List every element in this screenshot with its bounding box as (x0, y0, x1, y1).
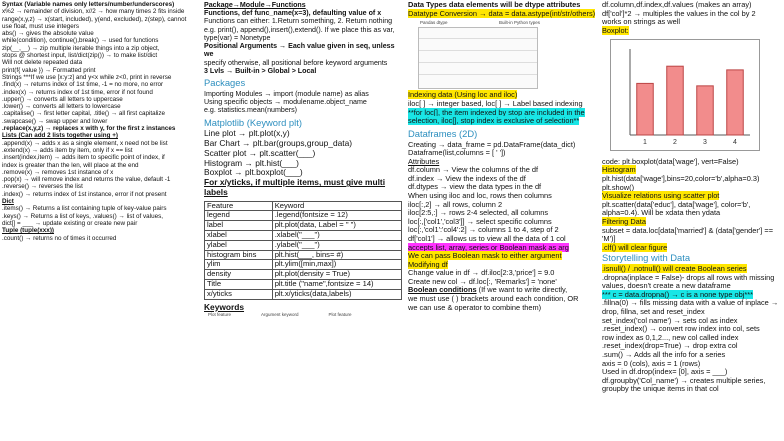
text-line: .pop(x) → will remove index and returns the value, default -1 (2, 176, 171, 184)
text-line: .reset_index(drop=True) → drop extra col (602, 341, 738, 351)
text-line: Modifying df (408, 259, 448, 269)
text-line: iloc[:,2] → all rows, column 2 (408, 199, 503, 209)
text-line: stops @ shortest input, list/dict(zip()) → to make list/dict (2, 52, 158, 60)
lists-heading: Lists (Can add 2 lists together using +) (2, 132, 118, 140)
text-line: Boxplot → plt.boxplot(___) (204, 167, 303, 178)
table-cell: .ylabel("___") (272, 240, 401, 250)
dict-heading: Dict (2, 198, 14, 206)
keywords-snippet (208, 312, 402, 317)
example-chart (610, 39, 760, 151)
text-line: code: plt.boxplot(data['wage'], vert=False) (602, 156, 739, 166)
text-line: x%2 → remainder of division, x//2 → how many times 2 fits inside (2, 8, 185, 16)
table-row (205, 289, 402, 299)
text-line: .sum() → Adds all the info for a series (602, 349, 726, 359)
table-cell: label (205, 221, 273, 231)
table-cell: xlabel (205, 231, 273, 241)
packages-title: Packages (204, 76, 246, 88)
table-cell: x/yticks (205, 289, 273, 299)
text-line: Filtering Data (602, 216, 646, 226)
text-line: plt.show() (602, 182, 635, 192)
text-line: df.dtypes → view the data types in the df (408, 182, 542, 192)
column-functions-plotting (202, 0, 404, 441)
text-line: .fillna(0) → fills missing data with a value of inplace → drop, fillna, set and reset_index (602, 298, 779, 317)
text-line: Used in df.drop(index= [0], axis = ___) (602, 367, 728, 377)
x-tick-label: 3 (703, 139, 707, 147)
text-line: axis = 0 (cols), axis = 1 (rows) (602, 358, 701, 368)
text-line: Will not delete repeated data (2, 59, 83, 67)
text-line: iloc[ ] → integer based, loc[ ] → Label based indexing (408, 98, 583, 108)
strings-heading: Strings ***If we use [x:y:z] and y<x while z<0, print in reverse (2, 73, 172, 81)
column-analysis (600, 0, 784, 441)
text-line: plt.scatter(data['educ'], data['wage'], color='b', alpha=0.4). Will be xdata then ydata (602, 199, 751, 218)
table-header: Keyword (272, 201, 401, 211)
text-line: Creating → data_frame = pd.DataFrame(data_dict) (408, 139, 576, 149)
text-line: For x/yticks, if multiple items, must give multi labels (204, 177, 386, 197)
text-line: works on strings as well (602, 17, 681, 27)
text-line: df.index → View the indexs of the df (408, 173, 526, 183)
text-line: .swapcase() → swap upper and lower (2, 117, 108, 125)
text-line: iloc[2:5,:] → rows 2-4 selected, all columns (408, 208, 549, 218)
table-cell: plt.plot(density = True) (272, 270, 401, 280)
text-line: .items() → Returns a list containing tuple of key-value pairs (2, 205, 167, 213)
chart-bar (637, 84, 654, 136)
snippet-text: Argument keyword (261, 312, 299, 318)
text-line: **for loc[], the item indexed by stop are included in the (408, 107, 585, 117)
table-row (205, 231, 402, 241)
text-line: Importing Modules → import (module name) as alias (204, 89, 369, 98)
chart-bar (697, 86, 714, 135)
text-line: .replace(x,y,z) → replaces x with y, for the first z instances (2, 125, 176, 133)
table-cell: plt.ylim([min,max]) (272, 260, 401, 270)
attributes-heading: Attributes (408, 156, 440, 166)
chart-bar (667, 67, 684, 136)
x-tick-label: 1 (643, 139, 647, 147)
text-line: abs() → gives the absolute value (2, 30, 94, 38)
table-cell: ylabel (205, 240, 273, 250)
text-line: .index(x) → returns index of 1st time, error if not found (2, 88, 153, 96)
keywords-title: Keywords (204, 301, 245, 312)
text-line: .lower() → converts all letters to lowercase (2, 103, 121, 111)
storytelling-title: Storytelling with Data (602, 252, 691, 264)
table-header: Feature (205, 201, 273, 211)
text-line: .index() → returns index of 1st instance, error if not present (2, 190, 167, 198)
column-python-basics (0, 0, 200, 441)
text-line: .capitalise() → first letter capital, .title() → all first capitalize (2, 110, 166, 118)
text-line: accepts list, array, series or Boolean mask as arg (408, 242, 569, 252)
text-line: row index as 0,1,2..., new col called index (602, 332, 739, 342)
text-line: Indexing data (Using loc and iloc) (408, 90, 518, 100)
text-line: .dropna(inplace = False)- drops all rows with missing values, doesn't create a new dataframe (602, 272, 775, 291)
text-line: Boolean conditions (If we want to write directly, (408, 285, 568, 295)
text-line: set_index('col name') → sets col as index (602, 315, 738, 325)
text-line: Histogram → plt.hist(___) (204, 157, 299, 168)
snippet-text: Built-in Python types (498, 20, 540, 26)
text-line: subset = data.loc[data['married'] & (data['gender'] == 'M')] (602, 225, 774, 244)
text-line: Change value in df → df.iloc[2:3,'price'] = 9.0 (408, 268, 555, 278)
text-line: print(f{ value }) → Formatted print (2, 66, 96, 74)
table-cell: .legend(fontsize = 12) (272, 211, 401, 221)
text-line: *** c = data.dropna() → c is a none type obj*** (602, 289, 753, 299)
text-line: .insert(index,item) → adds item to specific point of index, if (2, 154, 165, 162)
table-row (205, 240, 402, 250)
divider (419, 50, 537, 51)
syntax-heading: Syntax (Variable names only letters/number/underscores) (2, 1, 175, 8)
text-line: df['col']*2 → multiples the values in the col by 2 (602, 8, 756, 18)
text-line: type(var) = Nonetype (204, 33, 271, 42)
table-cell: plt.x/yticks(data,labels) (272, 289, 401, 299)
text-line: dict[] = ___ → update existing or create new pair (2, 219, 138, 227)
feature-table (204, 201, 402, 300)
divider (419, 62, 537, 63)
x-tick-label: 4 (733, 139, 737, 147)
text-line: Boxplot: (602, 25, 629, 35)
table-cell: histogram bins (205, 250, 273, 260)
text-line: plt.hist(data['wage'],bins=20,color='b',alpha=0.3) (602, 174, 760, 184)
text-line: loc[:,['col1','col3']] → select specific columns (408, 216, 552, 226)
matplotlib-title: Matplotlib (Keyword plt) (204, 116, 302, 128)
text-line: .count() → returns no of times it occurred (2, 234, 117, 242)
text-line: while(condition), continue(),break() → used for functions (2, 37, 159, 45)
text-line: Create new col → df.loc[:, 'Remarks'] = 'none' (408, 276, 557, 286)
table-cell: ylim (205, 260, 273, 270)
text-line: df.column,df.index,df.values (makes an array) (602, 0, 752, 9)
text-line: df['col1'] → allows us to view all the data of 1 col (408, 233, 566, 243)
text-line: selection, iloc[], stop index is exclusive of selection** (408, 116, 580, 126)
text-line: we can use & operator to combine them) (408, 302, 542, 312)
table-cell: Title (205, 280, 273, 290)
text-line: groupby the unique items in that col (602, 384, 719, 394)
text-line: Data Types data elements will be dtype attributes (408, 0, 581, 9)
snippet-text: Pandas dtype (420, 20, 448, 26)
text-line: df.groupby('Col_name') → creates multiple series, (602, 375, 766, 385)
text-line: Functions can either: 1.Return something, 2. Return nothing (204, 17, 393, 26)
text-line: loc[:,'col1':'col4':2] → columns 1 to 4, step of 2 (408, 225, 559, 235)
text-line: Functions, def func_name(x=3), defaulting value of x (204, 9, 382, 18)
table-row (205, 280, 402, 290)
text-line: Visualize relations using scatter plot (602, 191, 720, 201)
text-line: specify otherwise, all positional before keyword arguments (204, 58, 388, 67)
column-pandas (406, 0, 598, 441)
text-line: Line plot → plt.plot(x,y) (204, 128, 290, 139)
chart-bar (727, 70, 744, 135)
text-line: Histogram (602, 165, 636, 175)
dtype-snippet-table (418, 27, 538, 89)
text-line: .reset_index() → convert row index into col, sets (602, 324, 760, 334)
snippet-text: Plot feature (208, 312, 232, 318)
text-line: .upper() → converts all letters to uppercase (2, 95, 123, 103)
text-line: Scatter plot → plt.scatter(___) (204, 147, 316, 158)
text-line: range(x,y,z) → x(start, included), y(end, excluded), z(step), cannot use float, must use integers (2, 15, 187, 30)
dataframes-title: Dataframes (2D) (408, 127, 478, 139)
matplotlib-list (204, 129, 402, 197)
text-line: zip(__,__) → zip multiple iterable things into a zip object, (2, 44, 160, 52)
text-line: 3 Lvls → Built-in > Global > Local (204, 66, 317, 75)
divider (419, 38, 537, 39)
dtype-snippet-header (420, 20, 540, 25)
text-line: Positional Arguments → Each value given in seq, unless we (204, 42, 395, 59)
text-line: .keys() → Returns a list of keys, .values() → list of values, (2, 212, 163, 220)
package-heading: Package→Module→Functions (204, 1, 306, 9)
text-line: Datatype Conversion → data = data.astype(int/str/others) (408, 8, 596, 18)
table-cell: plt.title ("name",fontsize = 14) (272, 280, 401, 290)
text-line: Bar Chart → plt.bar(groups,group_data) (204, 138, 353, 149)
text-line: .find(x) → returns index of 1st time, -1 = no more, no error (2, 81, 164, 89)
tuple-heading: Tuple (tuple(xxx)) (2, 227, 55, 235)
x-tick-label: 2 (673, 139, 677, 147)
table-cell: density (205, 270, 273, 280)
table-cell: .xlabel("___") (272, 231, 401, 241)
text-line: Using specific objects → modulename.object_name (204, 98, 367, 107)
text-line: .append(x) → adds x as a single element, x need not be list (2, 139, 168, 147)
text-line: we must use ( ) brackets around each condition, OR (408, 294, 579, 303)
text-line: e.g. print(), append(),insert(),extend(). If we place this as var, (204, 25, 395, 34)
text-line: When using iloc and loc, rows then columns (408, 191, 552, 201)
text-line: .extend(x) → adds item by item, only if x == list (2, 146, 133, 154)
text-line: .remove(x) → removes 1st instance of x (2, 168, 114, 176)
text-line: .isnull() / .notnull() will create Boolean series (602, 264, 747, 274)
text-line: .clf() will clear figure (602, 242, 668, 252)
table-cell: legend (205, 211, 273, 221)
table-cell: plt.hist(___, bins= #) (272, 250, 401, 260)
text-line: e.g. statistics.mean(numbers) (204, 106, 298, 115)
table-cell: plt.plot(data, Label = " ") (272, 221, 401, 231)
text-line: index is greater than the len, will place at the end (2, 161, 139, 169)
snippet-text: Plot feature (328, 312, 352, 318)
text-line: df.column → View the columns of the df (408, 165, 539, 175)
divider (419, 74, 537, 75)
text-line: Dataframe(list,columns = [ ' ']) (408, 148, 506, 158)
text-line: .reverse() → reverses the list (2, 183, 83, 191)
text-line: We can pass Boolean mask to either argument (408, 251, 562, 261)
